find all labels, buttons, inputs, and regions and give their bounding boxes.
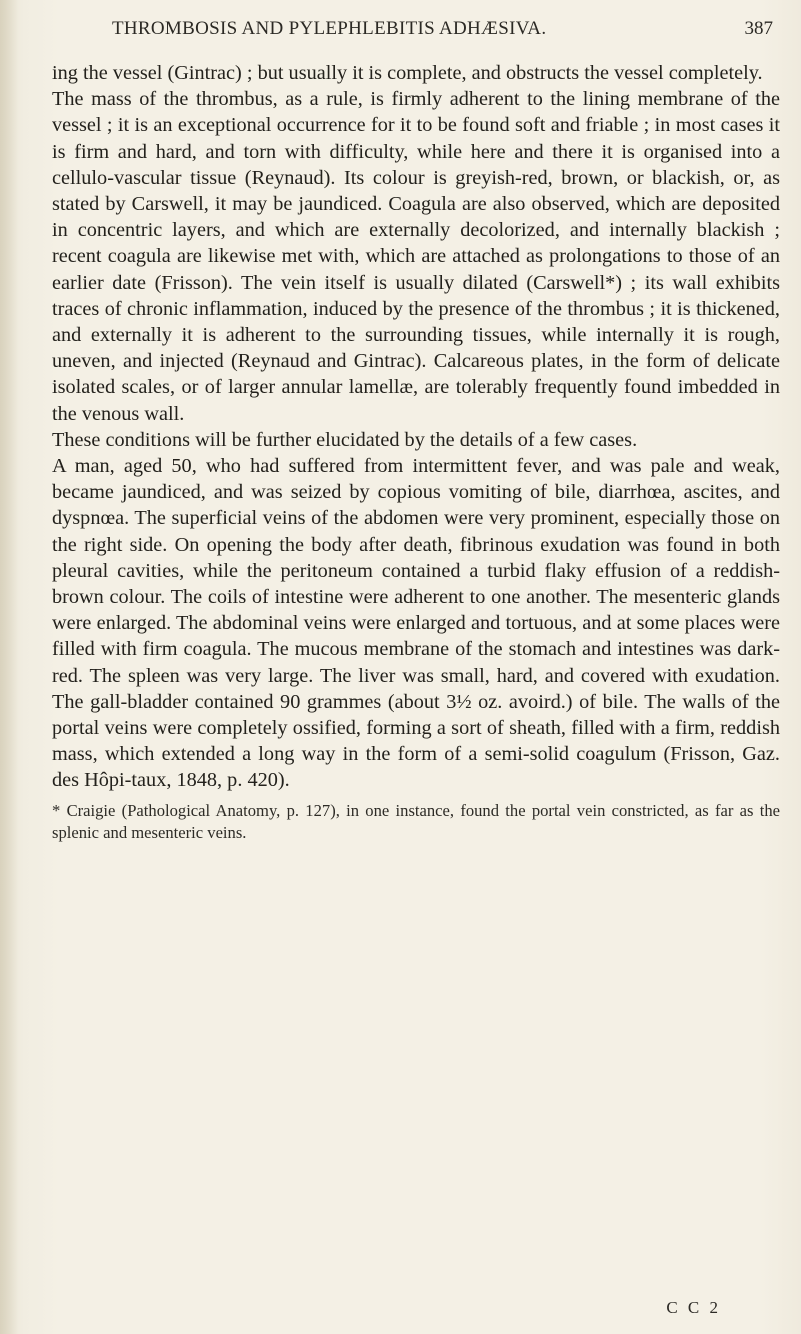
page-gutter-shadow xyxy=(0,0,18,1334)
body-text xyxy=(52,60,780,844)
page-number: 387 xyxy=(744,18,773,39)
paragraph-3: These conditions will be further elucidated by the details of a few cases. xyxy=(52,428,638,451)
paragraph-2: The mass of the thrombus, as a rule, is firmly adherent to the lining membrane of the vessel ; it is an exceptional occurrence for it to be found soft and friable ; in most cases it is firm and hard, and torn with difficulty, while here and there it is organised into a cellulo-vascular tissue (Reynaud). Its colour is greyish-red, brown, or blackish, or, as stated by Carswell, it may be jaundiced. Coagula are also observed, which are deposited in concentric layers, and which are externally decolorized, and internally blackish ; recent coagula are likewise met with, which are attached as prolongations to those of an earlier date (Frisson). The vein itself is usually dilated (Carswell*) ; its wall exhibits traces of chronic inflammation, induced by the presence of the thrombus ; it is thickened, and externally it is adherent to the surrounding tissues, while internally it is rough, uneven, and injected (Reynaud and Gintrac). Calcareous plates, in the form of delicate isolated scales, or of larger annular lamellæ, are tolerably frequently found imbedded in the venous wall. xyxy=(52,88,780,425)
running-head: THROMBOSIS AND PYLEPHLEBITIS ADHÆSIVA. xyxy=(112,18,547,39)
page-header xyxy=(0,16,801,50)
paragraph-4: A man, aged 50, who had suffered from intermittent fever, and was pale and weak, became jaundiced, and was seized by copious vomiting of bile, diarrhœa, ascites, and dyspnœa. The superficial veins of the abdomen were very prominent, especially those on the right side. On opening the body after death, fibrinous exudation was found in both pleural cavities, while the peritoneum contained a turbid flaky effusion of a reddish-brown colour. The coils of intestine were adherent to one another. The mesenteric glands were enlarged. The abdominal veins were enlarged and tortuous, and at some places were filled with firm coagula. The mucous membrane of the stomach and intestines was dark-red. The spleen was very large. The liver was small, hard, and covered with exudation. The gall-bladder contained 90 grammes (about 3½ oz. avoird.) of bile. The walls of the portal veins were completely ossified, forming a sort of sheath, filled with a firm, reddish mass, which extended a long way in the form of a semi-solid coagulum (Frisson, Gaz. des Hôpi-taux, 1848, p. 420). xyxy=(52,455,780,792)
footnote: * Craigie (Pathological Anatomy, p. 127), in one instance, found the portal vein constricted, as far as the splenic and mesenteric veins. xyxy=(52,800,780,842)
printer-signature-mark: C C 2 xyxy=(666,1298,721,1317)
paragraph-1: ing the vessel (Gintrac) ; but usually it is complete, and obstructs the vessel completely. xyxy=(52,62,763,84)
